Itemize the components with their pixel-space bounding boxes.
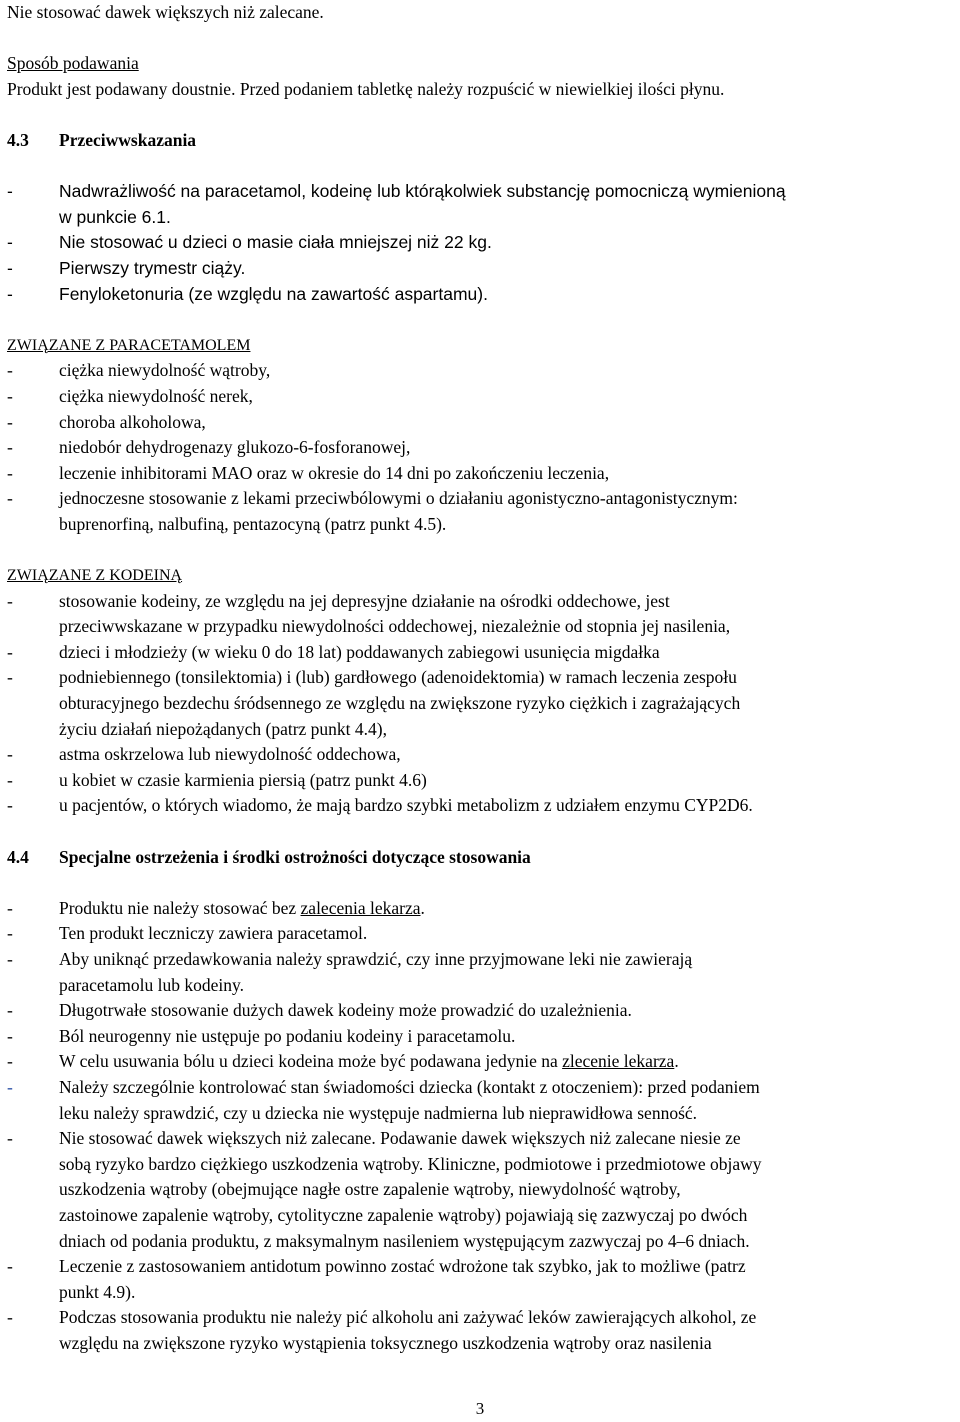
list-item: - Należy szczególnie kontrolować stan świadomości dziecka (kontakt z otoczeniem): przed podaniem leku należy sprawdzić, czy u dziecka nie występuje nadmierna lub nieprawidłowa senność.: [7, 1075, 957, 1126]
list-item: - Aby uniknąć przedawkowania należy sprawdzić, czy inne przyjmowane leki nie zawierają paracetamolu lub kodeiny.: [7, 947, 957, 998]
section-title: Specjalne ostrzeżenia i środki ostrożności dotyczące stosowania: [59, 846, 531, 867]
kodeina-list: [7, 589, 957, 819]
list-item-text: Długotrwałe stosowanie dużych dawek kodeiny może prowadzić do uzależnienia.: [59, 1000, 632, 1021]
list-item-text: ciężka niewydolność nerek,: [59, 385, 253, 406]
list-item-text: Ból neurogenny nie ustępuje po podaniu kodeiny i paracetamolu.: [59, 1025, 516, 1046]
list-item-text: buprenorfiną, nalbufiną, pentazocyną (patrz punkt 4.5).: [59, 513, 447, 534]
list-item: - ciężka niewydolność wątroby,: [7, 358, 957, 384]
contraindications-list: [7, 179, 957, 307]
list-item-text: Należy szczególnie kontrolować stan świadomości dziecka (kontakt z otoczeniem): przed podaniem: [59, 1076, 760, 1097]
list-item: - leczenie inhibitorami MAO oraz w okresie do 14 dni po zakończeniu leczenia,: [7, 461, 957, 487]
list-item: - choroba alkoholowa,: [7, 410, 957, 436]
list-item-text: dzieci i młodzieży (w wieku 0 do 18 lat) poddawanych zabiegowi usunięcia migdałka: [59, 641, 660, 662]
list-item: - dzieci i młodzieży (w wieku 0 do 18 lat) poddawanych zabiegowi usunięcia migdałka: [7, 640, 957, 666]
list-item-text: zastoinowe zapalenie wątroby, cytolityczne zapalenie wątroby) pojawiają się zazwyczaj po dwóch: [59, 1204, 748, 1225]
list-item: - niedobór dehydrogenazy glukozo-6-fosforanowej,: [7, 435, 957, 461]
section-4-3-heading: [7, 128, 957, 154]
list-item-text: u kobiet w czasie karmienia piersią (patrz punkt 4.6): [59, 769, 427, 790]
list-item: - Długotrwałe stosowanie dużych dawek kodeiny może prowadzić do uzależnienia.: [7, 998, 957, 1024]
list-item: - Nie stosować u dzieci o masie ciała mniejszej niż 22 kg.: [7, 230, 957, 256]
list-item-text: Pierwszy trymestr ciąży.: [59, 257, 246, 278]
list-item-text: w punkcie 6.1.: [59, 206, 171, 227]
list-item-text: Ten produkt leczniczy zawiera paracetamol.: [59, 923, 368, 944]
list-item: - Leczenie z zastosowaniem antidotum powinno zostać wdrożone tak szybko, jak to możliwe (patrz punkt 4.9).: [7, 1254, 957, 1305]
list-item: - Produktu nie należy stosować bez zalecenia lekarza.: [7, 897, 425, 918]
document-page: [7, 0, 957, 1356]
admin-heading: Sposób podawania: [7, 53, 139, 74]
list-item: - podniebiennego (tonsilektomia) i (lub) gardłowego (adenoidektomia) w ramach leczenia zespołu obturacyjnego bezdechu śródsennego ze względu na zwiększone ryzyko ciężkich i zagrażających życiu działań niepożądanych (patrz punkt 4.4),: [7, 665, 957, 742]
kodeina-heading: ZWIĄZANE Z KODEINĄ: [7, 567, 183, 585]
list-item-text: paracetamolu lub kodeiny.: [59, 974, 244, 995]
list-item-text: leczenie inhibitorami MAO oraz w okresie do 14 dni po zakończeniu leczenia,: [59, 462, 610, 483]
list-item-text: stosowanie kodeiny, ze względu na jej depresyjne działanie na ośrodki oddechowe, jest: [59, 590, 670, 611]
list-item: - W celu usuwania bólu u dzieci kodeina może być podawana jedynie na zlecenie lekarza.: [7, 1051, 679, 1072]
page-number: 3: [475, 1399, 485, 1418]
list-item-text: Nie stosować u dzieci o masie ciała mniejszej niż 22 kg.: [59, 232, 492, 253]
list-item: - ciężka niewydolność nerek,: [7, 384, 957, 410]
list-item: - Podczas stosowania produktu nie należy pić alkoholu ani zażywać leków zawierających alkohol, ze względu na zwiększone ryzyko wystąpienia toksycznego uszkodzenia wątroby oraz nasilenia: [7, 1305, 957, 1356]
list-item: - u pacjentów, o których wiadomo, że mają bardzo szybki metabolizm z udziałem enzymu CYP2D6.: [7, 793, 957, 819]
list-item-text: punkt 4.9).: [59, 1281, 136, 1302]
inline-link: zlecenie lekarza: [562, 1051, 675, 1072]
list-item-text: niedobór dehydrogenazy glukozo-6-fosforanowej,: [59, 437, 411, 458]
list-item-text: u pacjentów, o których wiadomo, że mają bardzo szybki metabolizm z udziałem enzymu CYP2D6.: [59, 795, 753, 816]
list-item-text: Nie stosować dawek większych niż zalecane. Podawanie dawek większych niż zalecane niesie ze: [59, 1128, 741, 1149]
list-item-text: ciężka niewydolność wątroby,: [59, 360, 271, 381]
section-4-4-heading: [7, 845, 957, 871]
list-item-text: astma oskrzelowa lub niewydolność oddechowa,: [59, 744, 401, 765]
list-item: - u kobiet w czasie karmienia piersią (patrz punkt 4.6): [7, 768, 957, 794]
list-item-text: przeciwwskazane w przypadku niewydolności oddechowej, niezależnie od stopnia jej nasilenia,: [59, 616, 731, 637]
list-item-text: Leczenie z zastosowaniem antidotum powinno zostać wdrożone tak szybko, jak to możliwe (patrz: [59, 1256, 746, 1277]
list-item-text: sobą ryzyko bardzo ciężkiego uszkodzenia wątroby. Kliniczne, podmiotowe i przedmiotowe objawy: [59, 1153, 762, 1174]
list-item-text: Produktu nie należy stosować bez: [59, 897, 301, 918]
list-item: - Nadwrażliwość na paracetamol, kodeinę lub którąkolwiek substancję pomocniczą wymienioną w punkcie 6.1.: [7, 179, 957, 230]
list-item-text: jednoczesne stosowanie z lekami przeciwbólowymi o działaniu agonistyczno-antagonistycznym:: [59, 488, 738, 509]
section-number: 4.4: [7, 846, 29, 867]
paracetamol-heading: ZWIĄZANE Z PARACETAMOLEM: [7, 336, 251, 354]
list-item-text: Fenyloketonuria (ze względu na zawartość aspartamu).: [59, 283, 488, 304]
list-item-text: Nadwrażliwość na paracetamol, kodeinę lub którąkolwiek substancję pomocniczą wymienioną: [59, 181, 786, 202]
warnings-list: [7, 896, 957, 1357]
list-item: - Ten produkt leczniczy zawiera paracetamol.: [7, 921, 957, 947]
list-item-text: Podczas stosowania produktu nie należy pić alkoholu ani zażywać leków zawierających alkohol, ze: [59, 1307, 757, 1328]
list-item-text: podniebiennego (tonsilektomia) i (lub) gardłowego (adenoidektomia) w ramach leczenia zespołu: [59, 667, 737, 688]
intro-line: Nie stosować dawek większych niż zalecane.: [7, 2, 324, 22]
list-item: - Ból neurogenny nie ustępuje po podaniu kodeiny i paracetamolu.: [7, 1024, 957, 1050]
list-item: - Pierwszy trymestr ciąży.: [7, 256, 957, 282]
section-number: 4.3: [7, 129, 29, 150]
section-title: Przeciwwskazania: [59, 129, 197, 150]
list-item-text: choroba alkoholowa,: [59, 411, 206, 432]
list-item: - astma oskrzelowa lub niewydolność oddechowa,: [7, 742, 957, 768]
list-item-text: życiu działań niepożądanych (patrz punkt 4.4),: [59, 718, 387, 739]
list-item-text: uszkodzenia wątroby (obejmujące nagłe ostre zapalenie wątroby, niewydolność wątroby,: [59, 1179, 681, 1200]
list-item: - Nie stosować dawek większych niż zalecane. Podawanie dawek większych niż zalecane niesie ze sobą ryzyko bardzo ciężkiego uszkodzenia wątroby. Kliniczne, podmiotowe i przedmiotowe objawy uszkodzenia wątroby (obejmujące nagłe ostre zapalenie wątroby, niewydolność wątroby, zastoinowe zapalenie wątroby, cytolityczne zapalenie wątroby) pojawiają się zazwyczaj po dwóch dniach od podania produktu, z maksymalnym nasileniem występującym zazwyczaj po 4–6 dniach.: [7, 1126, 957, 1254]
list-item: - stosowanie kodeiny, ze względu na jej depresyjne działanie na ośrodki oddechowe, jest przeciwwskazane w przypadku niewydolności oddechowej, niezależnie od stopnia jej nasilenia,: [7, 589, 957, 640]
admin-text: Produkt jest podawany doustnie. Przed podaniem tabletkę należy rozpuścić w niewielkiej ilości płynu.: [7, 78, 725, 99]
inline-link: zalecenia lekarza: [300, 897, 421, 918]
list-item-text: W celu usuwania bólu u dzieci kodeina może być podawana jedynie na: [59, 1051, 563, 1072]
list-item-text: Aby uniknąć przedawkowania należy sprawdzić, czy inne przyjmowane leki nie zawierają: [59, 948, 693, 969]
paracetamol-list: [7, 358, 957, 537]
list-item-text: leku należy sprawdzić, czy u dziecka nie występuje nadmierna lub nieprawidłowa senność.: [59, 1102, 698, 1123]
list-item: - Fenyloketonuria (ze względu na zawartość aspartamu).: [7, 282, 957, 308]
list-item: - jednoczesne stosowanie z lekami przeciwbólowymi o działaniu agonistyczno-antagonistycznym: buprenorfiną, nalbufiną, pentazocyną (patrz punkt 4.5).: [7, 486, 957, 537]
list-item-text: obturacyjnego bezdechu śródsennego ze względu na zwiększone ryzyko ciężkich i zagrażających: [59, 693, 741, 714]
list-item-text: dniach od podania produktu, z maksymalnym nasileniem występującym zazwyczaj po 4–6 dniach.: [59, 1230, 750, 1251]
list-item-text: względu na zwiększone ryzyko wystąpienia toksycznego uszkodzenia wątroby oraz nasilenia: [59, 1332, 712, 1353]
